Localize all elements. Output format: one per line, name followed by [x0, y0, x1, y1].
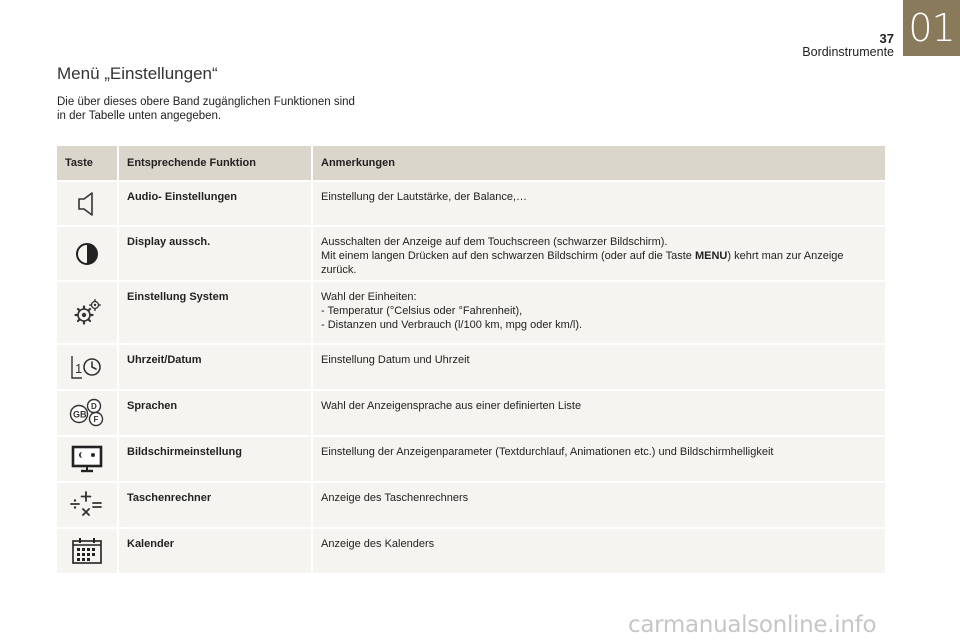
calculator-icon [57, 483, 117, 527]
table-row [57, 529, 885, 573]
note-text: Anzeige des Taschenrechners [311, 483, 885, 527]
settings-table [57, 144, 885, 575]
note-text: Einstellung der Lautstärke, der Balance,… [311, 182, 885, 225]
table-header-row [57, 146, 885, 180]
function-label: Display aussch. [117, 227, 311, 280]
page-title: Menü „Einstellungen“ [57, 64, 218, 83]
half-circle-icon [57, 227, 117, 280]
function-label: Audio- Einstellungen [117, 182, 311, 225]
chapter-tab: 01 [903, 0, 960, 56]
note-text: Einstellung Datum und Uhrzeit [311, 345, 885, 389]
table-row [57, 437, 885, 481]
table-row [57, 391, 885, 435]
function-label: Uhrzeit/Datum [117, 345, 311, 389]
menu-key-label: MENU [694, 250, 728, 262]
note-intro: Wahl der Einheiten: [321, 291, 417, 303]
clock-icon [57, 345, 117, 389]
note-text: Wahl der Anzeigensprache aus einer definierten Liste [311, 391, 885, 435]
list-item: - Temperatur (°Celsius oder °Fahrenheit), [321, 305, 523, 317]
table-row [57, 483, 885, 527]
speaker-icon [57, 182, 117, 225]
language-d-label: D [91, 402, 97, 411]
svg-text:1: 1 [75, 361, 83, 376]
table-row [57, 282, 885, 343]
watermark: carmanualsonline.info [628, 612, 877, 638]
gears-icon [57, 282, 117, 343]
page-number: 37 [879, 31, 894, 46]
language-gb-label: GB [73, 409, 87, 420]
header-function: Entsprechende Funktion [117, 146, 311, 180]
note-line: ) kehrt man zur Anzeige zurück. [321, 250, 844, 276]
note-text: Einstellung der Anzeigenparameter (Textdurchlauf, Animationen etc.) und Bildschirmhelligkeit [311, 437, 885, 481]
function-label: Taschenrechner [117, 483, 311, 527]
table-row [57, 182, 885, 225]
note-line: Mit einem langen Drücken auf den schwarzen Bildschirm (oder auf die Taste [321, 250, 695, 262]
header-taste: Taste [57, 146, 117, 180]
note-text [311, 227, 885, 280]
function-label: Sprachen [117, 391, 311, 435]
function-label: Kalender [117, 529, 311, 573]
note-line: Ausschalten der Anzeige auf dem Touchscreen (schwarzer Bildschirm). [321, 236, 668, 248]
list-item: - Distanzen und Verbrauch (l/100 km, mpg oder km/l). [321, 319, 583, 331]
language-icon [57, 391, 117, 435]
section-title: Bordinstrumente [802, 45, 894, 59]
function-label: Einstellung System [117, 282, 311, 343]
table-row [57, 227, 885, 280]
function-label: Bildschirmeinstellung [117, 437, 311, 481]
calendar-icon [57, 529, 117, 573]
language-f-label: F [93, 415, 99, 424]
note-text [311, 282, 885, 343]
intro-text: Die über dieses obere Band zugänglichen Funktionen sind in der Tabelle unten angegeben. [57, 96, 355, 122]
table-row [57, 345, 885, 389]
screen-settings-icon [57, 437, 117, 481]
header-notes: Anmerkungen [311, 146, 885, 180]
note-text: Anzeige des Kalenders [311, 529, 885, 573]
